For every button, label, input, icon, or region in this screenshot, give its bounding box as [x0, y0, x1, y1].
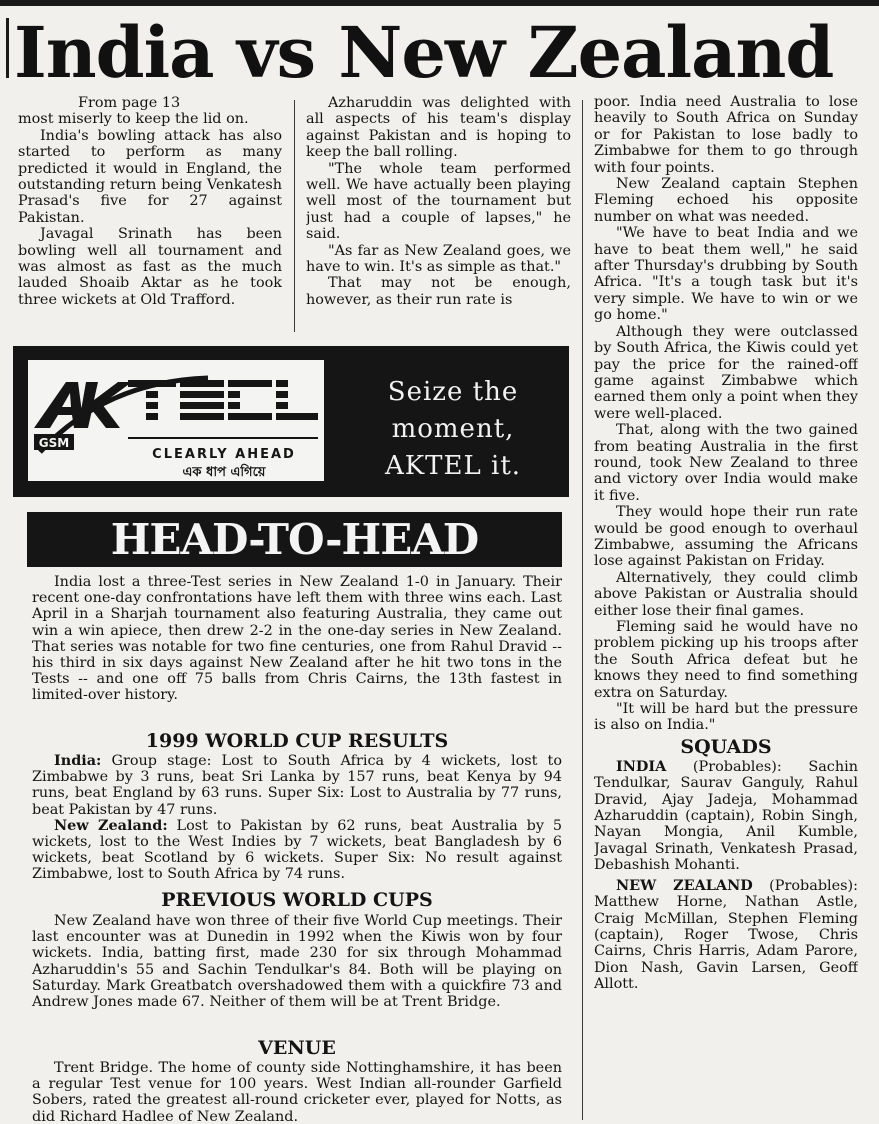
- paragraph: "We have to beat India and we have to beat them well," he said after Thursday's drubbing by South Africa. "It's a tough task but it's very simple. We have to win or we go home.": [594, 225, 858, 324]
- ad-slogan-line-1: Seize the: [387, 377, 519, 407]
- head-to-head-text: [32, 574, 562, 704]
- paragraph: New Zealand captain Stephen Fleming echoed his opposite number on what was needed.: [594, 176, 858, 225]
- gsm-text: GSM: [38, 436, 70, 450]
- results-india: [32, 753, 562, 818]
- results-text: [32, 753, 562, 883]
- left-rule: [6, 18, 9, 78]
- tagline-text: CLEARLY AHEAD: [152, 447, 296, 462]
- paragraph: Azharuddin was delighted with all aspects of his team's display against Pakistan and is hoping to keep the ball rolling.: [306, 95, 571, 161]
- paragraph: India's bowling attack has also started to perform as many predicted it would in England, the outstanding return being Venkatesh Prasad's five for 27 against Pakistan.: [18, 127, 282, 226]
- page-title: India vs New Zealand: [14, 11, 834, 94]
- head-to-head-banner: HEAD-TO-HEAD: [27, 512, 562, 567]
- paragraph: Fleming said he would have no problem picking up his troops after the South Africa defeat but he knows they need to find something extra on Saturday.: [594, 619, 858, 701]
- squads-india-label: INDIA: [616, 757, 667, 775]
- paragraph: They would hope their run rate would be good enough to overhaul Zimbabwe, assuming the Africans lose against Pakistan on Friday.: [594, 504, 858, 570]
- ad-slogan: [343, 374, 563, 485]
- squads-nz-text: (Probables): Matthew Horne, Nathan Astle, Craig McMillan, Stephen Fleming (captain), Roger Twose, Chris Cairns, Chris Harris, Adam Parore, Dion Nash, Gavin Larsen, Geoff Allott.: [594, 877, 858, 993]
- ad-slogan-line-2: moment,: [391, 414, 515, 444]
- logo-stripes: [128, 380, 318, 420]
- paragraph: "As far as New Zealand goes, we have to win. It's as simple as that.": [306, 242, 571, 276]
- results-nz-label: New Zealand:: [54, 816, 168, 834]
- from-page-label: From page 13: [78, 95, 181, 111]
- paragraph: India lost a three-Test series in New Zealand 1-0 in January. Their recent one-day confrontations have left them with three wins each. Last April in a Sharjah tournament also featuring Australia, they came out win a win apiece, then drew 2-2 in the one-day series in New Zealand. That series was notable for two fine centuries, one from Rahul Dravid -- his third in six days against New Zealand after he hit two tons in the Tests -- and one off 75 balls from Chris Cairns, the 13th fastest in limited-over history.: [32, 574, 562, 704]
- aktel-advertisement: [13, 346, 569, 497]
- article-column-3: [594, 94, 858, 1124]
- squads-india-text: (Probables): Sachin Tendulkar, Saurav Ganguly, Rahul Dravid, Ajay Jadeja, Mohammad Azharuddin (captain), Robin Singh, Nayan Mongia, Anil Kumble, Javagal Srinath, Venkatesh Prasad, Debashish Mohanti.: [594, 758, 858, 874]
- results-india-label: India:: [54, 752, 102, 769]
- results-heading: 1999 WORLD CUP RESULTS: [145, 730, 449, 752]
- paragraph: most miserly to keep the lid on.: [18, 111, 249, 128]
- paragraph: Alternatively, they could climb above Pakistan or Australia should either lose their final games.: [594, 569, 858, 619]
- results-nz: [32, 818, 562, 883]
- paragraph: Trent Bridge. The home of county side Nottinghamshire, it has been a regular Test venue for 100 years. West Indian all-rounder Garfield Sobers, rated the greatest all-round cricketer ever, played for Notts, as did Richard Hadlee of New Zealand.: [32, 1060, 562, 1124]
- venue-text: [32, 1060, 562, 1124]
- squads-heading: SQUADS: [680, 735, 772, 758]
- column-divider: [582, 100, 583, 1120]
- article-column-1: [18, 95, 282, 335]
- column-divider: [294, 100, 295, 332]
- paragraph: "It will be hard but the pressure is also on India.": [594, 701, 858, 734]
- venue-heading: VENUE: [258, 1037, 336, 1059]
- previous-world-cups-text: [32, 913, 562, 1010]
- paragraph: New Zealand have won three of their five World Cup meetings. Their last encounter was at Dunedin in 1992 when the Kiwis won by four wickets. India, batting first, made 230 for six through Mohammad Azharuddin's 55 and Sachin Tendulkar's 84. Both will be playing on Saturday. Mark Greatbatch overshadowed them with a quickfire 73 and Andrew Jones made 67. Neither of them will be at Trent Bridge.: [32, 913, 562, 1011]
- aktel-logo-graphic: [28, 360, 324, 481]
- paragraph: Although they were outclassed by South Africa, the Kiwis could yet pay the price for the rained-off game against Zimbabwe which earned them only a point when they were well-placed.: [594, 323, 858, 422]
- bengali-tagline: এক ধাপ এগিয়ে: [182, 465, 266, 480]
- ad-slogan-line-3: AKTEL it.: [384, 451, 522, 481]
- squads-nz-label: NEW ZEALAND: [616, 876, 753, 894]
- results-nz-text: Lost to Pakistan by 62 runs, beat Australia by 5 wickets, lost to the West Indies by 7 wickets, beat Bangladesh by 6 wickets, beat Scotland by 6 wickets. Super Six: No result against Zimbabwe, lost to South Africa by 74 runs.: [32, 817, 562, 883]
- aktel-logo: [28, 360, 324, 481]
- article-column-2: [306, 95, 571, 335]
- top-rule: [0, 0, 879, 6]
- paragraph: That, along with the two gained from beating Australia in the first round, took New Zealand to three and victory over India would make it five.: [594, 422, 858, 504]
- previous-world-cups-heading: PREVIOUS WORLD CUPS: [161, 889, 433, 911]
- paragraph: That may not be enough, however, as their run rate is: [306, 275, 571, 308]
- squads-nz: [594, 878, 858, 993]
- paragraph: Javagal Srinath has been bowling well all tournament and was almost as fast as the much lauded Shoaib Aktar as he took three wickets at Old Trafford.: [18, 226, 282, 308]
- results-india-text: Group stage: Lost to South Africa by 4 wickets, lost to Zimbabwe by 3 runs, beat Sri Lanka by 157 runs, beat Kenya by 94 runs, beat England by 63 runs. Super Six: Lost to Australia by 77 runs, beat Pakistan by 47 runs.: [32, 753, 562, 818]
- squads-india: [594, 759, 858, 874]
- paragraph: "The whole team performed well. We have actually been playing well most of the tournament but just had a couple of lapses," he said.: [306, 160, 571, 243]
- paragraph: poor. India need Australia to lose heavily to South Africa on Sunday or for Pakistan to lose badly to Zimbabwe for them to go through with four points.: [594, 94, 858, 176]
